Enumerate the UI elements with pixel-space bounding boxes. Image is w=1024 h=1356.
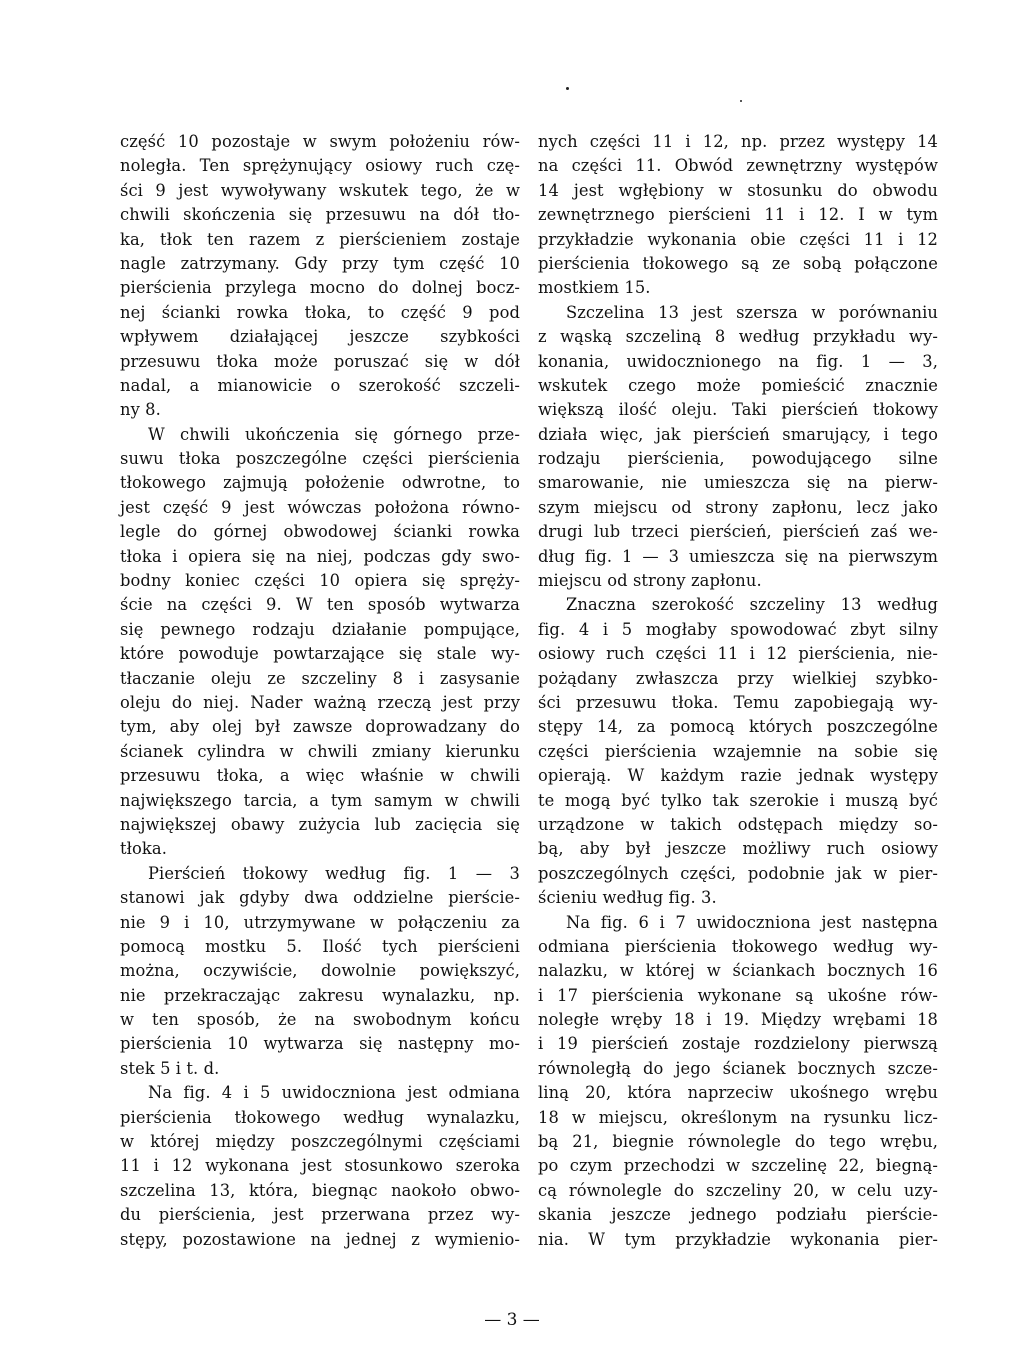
right-text-column [538, 130, 938, 1252]
text-line: Szczelina 13 jest szersza w porównaniu [566, 302, 938, 322]
text-line: i 19 pierścień zostaje rozdzielony pierwszą [538, 1034, 938, 1054]
text-line: 11 i 12 wykonana jest stosunkowo szeroka [120, 1156, 520, 1176]
text-line: nie przekraczając zakresu wynalazku, np. [120, 985, 520, 1005]
print-speck [740, 100, 742, 102]
text-line: działa więc, jak pierścień smarujący, i tego [538, 424, 938, 444]
text-line: nej ścianki rowka tłoka, to część 9 pod [120, 302, 520, 322]
text-line: stek 5 i t. d. [120, 1058, 220, 1078]
text-line: stanowi jak gdyby dwa oddzielne pierście- [120, 888, 520, 908]
text-line: Na fig. 4 i 5 uwidoczniona jest odmiana [148, 1083, 520, 1103]
text-line: wpływem działającej jeszcze szybkości [120, 327, 520, 347]
text-line: nych części 11 i 12, np. przez występy 14 [538, 132, 938, 151]
text-line: nagle zatrzymany. Gdy przy tym część 10 [120, 253, 520, 273]
text-line: suwu tłoka poszczególne części pierścienia [120, 449, 520, 469]
text-line: ścianek cylindra w chwili zmiany kierunku [120, 741, 520, 761]
text-line: część 10 pozostaje w swym położeniu rów- [120, 132, 520, 151]
text-line: te mogą być tylko tak szerokie i muszą być [538, 790, 938, 810]
text-line: większą ilość oleju. Taki pierścień tłokowy [538, 400, 938, 420]
text-line: Pierścień tłokowy według fig. 1 — 3 [148, 863, 520, 883]
text-line: ści przesuwu tłoka. Temu zapobiegają wy- [538, 692, 938, 712]
text-line: noległa. Ten sprężynujący osiowy ruch czę- [120, 156, 520, 176]
text-line: Znaczna szerokość szczeliny 13 według [566, 595, 938, 615]
text-line: z wąską szczeliną 8 według przykładu wy- [538, 327, 938, 347]
text-line: szym miejscu od strony zapłonu, lecz jako [538, 497, 938, 517]
text-line: du pierścienia, jest przerwana przez wy- [120, 1205, 520, 1225]
text-line: przesuwu tłoka, a więc właśnie w chwili [120, 766, 520, 786]
text-line: wskutek czego może pomieścić znacznie [538, 375, 938, 395]
text-line: zewnętrznego pierścieni 11 i 12. I w tym [538, 205, 938, 225]
text-line: chwili skończenia się przesuwu na dół tło- [120, 205, 520, 225]
text-line: ka, tłok ten razem z pierścieniem zostaje [120, 229, 520, 249]
text-line: bodny koniec części 10 opiera się spręży- [120, 571, 520, 591]
text-line: ści 9 jest wywoływany wskutek tego, że w [120, 180, 520, 200]
text-line: tym, aby olej był zawsze doprowadzany do [120, 717, 520, 737]
print-speck [566, 87, 569, 90]
text-line: W chwili ukończenia się górnego prze- [148, 424, 520, 444]
text-line: tłoka. [120, 839, 167, 859]
text-line: miejscu od strony zapłonu. [538, 571, 762, 591]
text-line: nadal, a mianowicie o szerokość szczeli- [120, 375, 520, 395]
text-line: bą, aby był jeszcze możliwy ruch osiowy [538, 839, 938, 859]
text-line: nalazku, w której w ściankach bocznych 16 [538, 961, 938, 981]
text-line: ny 8. [120, 400, 161, 420]
text-line: pomocą mostku 5. Ilość tych pierścieni [120, 936, 520, 956]
text-line: i 17 pierścienia wykonane są ukośne rów- [538, 985, 938, 1005]
text-line: tłokowego zajmują położenie odwrotne, to [120, 473, 520, 493]
text-line: konania, uwidocznionego na fig. 1 — 3, [538, 351, 938, 371]
text-line: stępy 14, za pomocą których poszczególne [538, 717, 938, 737]
text-line: pierścienia tłokowego są ze sobą połączone [538, 253, 938, 273]
text-line: 18 w miejscu, określonym na rysunku licz- [538, 1107, 938, 1127]
text-line: skania jeszcze jednego podziału pierście- [538, 1205, 938, 1225]
text-line: równoległą do jego ścianek bocznych szcze- [538, 1058, 938, 1078]
text-line: rodzaju pierścienia, powodującego silne [538, 449, 938, 469]
text-line: przykładzie wykonania obie części 11 i 12 [538, 229, 938, 249]
text-line: pożądany zwłaszcza przy wielkiej szybko- [538, 668, 938, 688]
text-line: tłoka i opiera się na niej, podczas gdy swo- [120, 546, 520, 566]
text-line: Na fig. 6 i 7 uwidoczniona jest następna [566, 912, 938, 932]
text-line: na części 11. Obwód zewnętrzny występów [538, 156, 938, 176]
text-line: drugi lub trzeci pierścień, pierścień zaś we- [538, 522, 938, 542]
text-line: po czym przechodzi w szczelinę 22, biegną- [538, 1156, 938, 1176]
text-line: mostkiem 15. [538, 278, 651, 298]
text-line: legle do górnej obwodowej ścianki rowka [120, 522, 520, 542]
text-line: części pierścienia wzajemnie na sobie się [538, 741, 938, 761]
text-line: można, oczywiście, dowolnie powiększyć, [120, 961, 520, 981]
text-line: ścieniu według fig. 3. [538, 888, 717, 908]
text-line: pierścienia tłokowego według wynalazku, [120, 1107, 520, 1127]
text-line: noległe wręby 18 i 19. Między wrębami 18 [538, 1010, 938, 1030]
text-line: poszczególnych części, podobnie jak w pier- [538, 863, 938, 883]
text-line: opierają. W każdym razie jednak występy [538, 766, 938, 786]
text-line: liną 20, która naprzeciw ukośnego wrębu [538, 1083, 938, 1103]
text-line: odmiana pierścienia tłokowego według wy- [538, 936, 938, 956]
text-line: urządzone w takich odstępach między so- [538, 814, 938, 834]
text-line: jest część 9 jest wówczas położona równo- [120, 497, 520, 517]
text-line: fig. 4 i 5 mogłaby spowodować zbyt silny [538, 619, 938, 639]
text-line: największego tarcia, a tym samym w chwili [120, 790, 520, 810]
text-line: tłaczanie oleju ze szczeliny 8 i zasysanie [120, 668, 520, 688]
text-line: się pewnego rodzaju działanie pompujące, [120, 619, 520, 639]
text-line: dług fig. 1 — 3 umieszcza się na pierwszym [538, 546, 938, 566]
text-line: osiowy ruch części 11 i 12 pierścienia, nie- [538, 644, 938, 664]
text-line: oleju do niej. Nader ważną rzeczą jest przy [120, 692, 520, 712]
page-number: — 3 — [484, 1310, 540, 1330]
text-line: ście na części 9. W ten sposób wytwarza [120, 595, 520, 615]
text-line: 14 jest wgłębiony w stosunku do obwodu [538, 180, 938, 200]
text-line: smarowanie, nie umieszcza się na pierw- [538, 473, 938, 493]
text-line: przesuwu tłoka może poruszać się w dół [120, 351, 520, 371]
text-line: pierścienia 10 wytwarza się następny mo- [120, 1034, 520, 1054]
text-line: bą 21, biegnie równolegle do tego wrębu, [538, 1132, 938, 1152]
text-line: w której między poszczególnymi częściami [120, 1132, 520, 1152]
text-line: nie 9 i 10, utrzymywane w połączeniu za [120, 912, 520, 932]
text-line: stępy, pozostawione na jednej z wymienio- [120, 1229, 520, 1249]
text-line: cą równolegle do szczeliny 20, w celu uzy- [538, 1180, 938, 1200]
left-text-column [120, 130, 520, 1252]
text-line: pierścienia przylega mocno do dolnej bocz- [120, 278, 520, 298]
text-line: szczelina 13, która, biegnąc naokoło obwo- [120, 1180, 520, 1200]
text-line: które powoduje powtarzające się stale wy- [120, 644, 520, 664]
text-line: największej obawy zużycia lub zacięcia się [120, 814, 520, 834]
text-line: nia. W tym przykładzie wykonania pier- [538, 1229, 938, 1249]
text-line: w ten sposób, że na swobodnym końcu [120, 1010, 520, 1030]
